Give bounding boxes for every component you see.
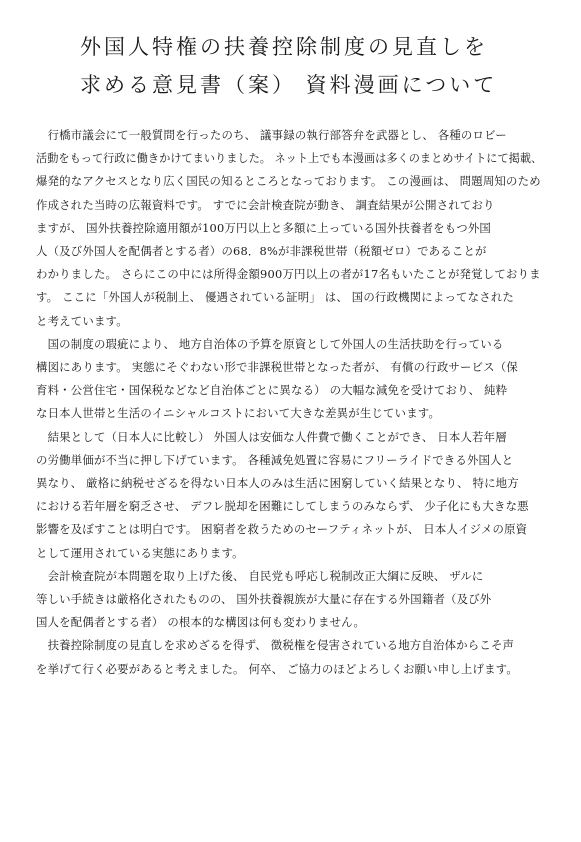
text-line: な日本人世帯と生活のイニシャルコストにおいて大きな差異が生じています。 (36, 406, 441, 421)
text-line: 国人を配偶者とする者） の根本的な構図は何も変わりません。 (36, 615, 366, 630)
text-line: 結果として（日本人に比較し） 外国人は安価な人件費で働くことができ、 日本人若年層 (36, 429, 507, 444)
text-line: 異なり、 厳格に納税せざるを得ない日本人のみは生活に困窮していく結果となり、 特に地方 (36, 476, 519, 491)
text-line: 扶養控除制度の見直しを求めざるを得ず、 徴税権を侵害されている地方自治体からこそ声 (36, 638, 515, 653)
text-line: 作成された当時の広報資料です。 すでに会計検査院が動き、 調査結果が公開されており (36, 197, 495, 212)
title-line-1: 外国人特権の扶養控除制度の見直しを (80, 35, 488, 59)
text-line: 等しい手続きは厳格化されたものの、 国外扶養親族が大量に存在する外国籍者（及び外 (36, 592, 492, 607)
text-line: 人（及び外国人を配偶者とする者）の68．8%が非課税世帯（税額ゼロ）であることが (36, 244, 487, 259)
text-line: として運用されている実態にあります。 (36, 545, 244, 560)
text-line: 影響を及ぼすことは明白です。 困窮者を救うためのセーフティネットが、 日本人イジメの原資 (36, 522, 528, 537)
document-title (80, 28, 540, 104)
text-line: 国の制度の瑕疵により、 地方自治体の予算を原資として外国人の生活扶助を行っている (36, 336, 504, 351)
text-line: の労働単価が不当に押し下げています。 各種減免処置に容易にフリーライドできる外国人と (36, 452, 514, 467)
text-line: ますが、 国外扶養控除適用額が100万円以上と多額に上っている国外扶養者をもつ外国 (36, 220, 492, 235)
text-line: と考えています。 (36, 313, 128, 328)
text-line: 構図にあります。 実態にそぐわない形で非課税世帯となった者が、 有償の行政サービス（保 (36, 360, 518, 375)
text-line: 行橋市議会にて一般質問を行ったのち、 議事録の執行部答弁を武器とし、 各種のロビー (36, 128, 507, 142)
text-line: における若年層を窮乏させ、 デフレ脱却を困難にしてしまうのみならず、 少子化にも大きな悪 (36, 499, 529, 514)
text-line: 爆発的なアクセスとなり広く国民の知るところとなっております。 この漫画は、 問題周知のため (36, 174, 541, 189)
paragraph-3 (36, 426, 550, 565)
text-line: す。 ここに「外国人が税制上、 優遇されている証明」 は、 国の行政機関によってなされた (36, 290, 514, 305)
paragraph-1 (36, 124, 550, 333)
text-line: 育料・公営住宅・国保税などなど自治体ごとに異なる） の大幅な減免を受けており、 純粋 (36, 383, 508, 398)
title-line-2: 求める意見書（案） 資料漫画について (80, 73, 498, 97)
text-line: を挙げて行く必要があると考えました。 何卒、 ご協力のほどよろしくお願い申し上げます。 (36, 661, 518, 676)
text-line: 活動をもって行政に働きかけてまいりました。 ネット上でも本漫画は多くのまとめサイトにて掲載、 (36, 152, 543, 166)
paragraph-5 (36, 634, 550, 680)
text-line: 会計検査院が本問題を取り上げた後、 自民党も呼応し税制改正大綱に反映、 ザルに (36, 568, 484, 583)
text-line: わかりました。 さらにこの中には所得金額900万円以上の者が17名もいたことが発覚しておりま (36, 267, 541, 282)
paragraph-2 (36, 333, 550, 426)
document-body (36, 124, 550, 681)
paragraph-4 (36, 565, 550, 635)
